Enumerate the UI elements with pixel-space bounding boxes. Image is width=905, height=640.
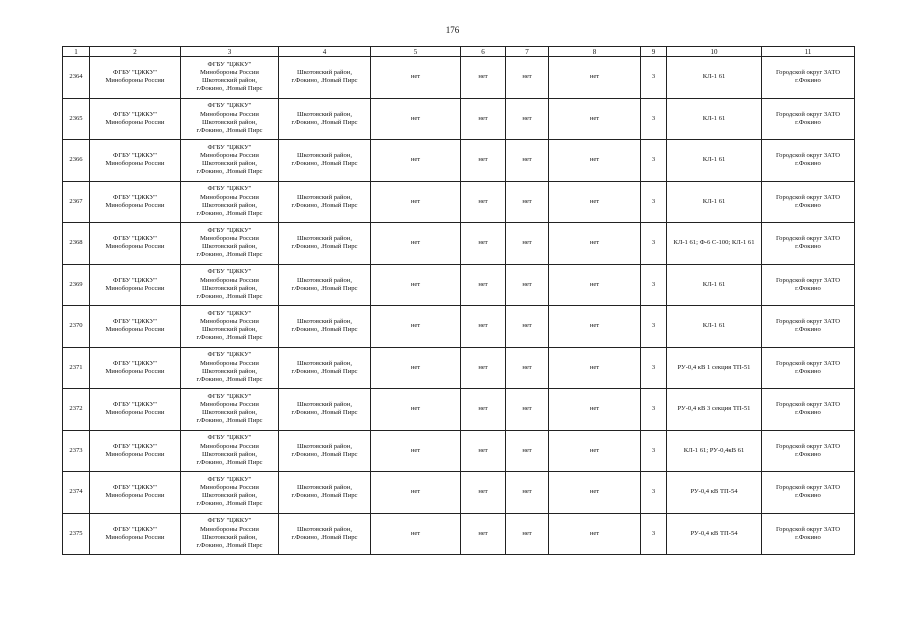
cell-line: Минобороны России xyxy=(200,110,259,118)
cell-line: г.Фокино, .Новый Пирс xyxy=(196,168,263,176)
cell-line: г.Фокино, .Новый Пирс xyxy=(291,284,358,292)
header-cell: 1 xyxy=(63,47,90,57)
col9-cell: 3 xyxy=(641,513,667,555)
cell-line: г.Фокино, .Новый Пирс xyxy=(196,458,263,466)
col7-cell: нет xyxy=(506,140,549,182)
col8-cell: нет xyxy=(549,347,641,389)
header-row xyxy=(63,47,855,57)
municipality-cell: Городской округ ЗАТО г.Фокино xyxy=(762,98,855,140)
feeder-cell: КЛ-1 61; РУ-0,4кВ 61 xyxy=(667,430,762,472)
table-row xyxy=(63,389,855,431)
cell-line: Шкотовский район, xyxy=(202,409,257,417)
cell-line: Шкотовский район, xyxy=(297,110,352,118)
col7-cell: нет xyxy=(506,57,549,99)
col5-cell: нет xyxy=(371,264,461,306)
col8-cell: нет xyxy=(549,430,641,472)
cell-line: Шкотовский район, xyxy=(202,77,257,85)
cell-line: Минобороны России xyxy=(200,276,259,284)
address-cell xyxy=(279,140,371,182)
cell-line: г.Фокино, .Новый Пирс xyxy=(196,375,263,383)
row-number: 2369 xyxy=(63,264,90,306)
row-number: 2365 xyxy=(63,98,90,140)
row-number: 2371 xyxy=(63,347,90,389)
cell-line: Шкотовский район, xyxy=(297,193,352,201)
col9-cell: 3 xyxy=(641,140,667,182)
cell-line: ФГБУ "ЦЖКУ" xyxy=(113,69,157,77)
owner-address-cell xyxy=(181,513,279,555)
col5-cell: нет xyxy=(371,430,461,472)
col6-cell: нет xyxy=(461,430,506,472)
cell-line: Минобороны России xyxy=(105,409,165,417)
cell-line: ФГБУ "ЦЖКУ" xyxy=(207,60,252,68)
address-cell xyxy=(279,347,371,389)
cell-line: ФГБУ "ЦЖКУ" xyxy=(207,268,252,276)
col6-cell: нет xyxy=(461,181,506,223)
row-number: 2370 xyxy=(63,306,90,348)
col8-cell: нет xyxy=(549,98,641,140)
cell-line: г.Фокино, .Новый Пирс xyxy=(291,118,358,126)
cell-line: Минобороны России xyxy=(105,492,165,500)
address-cell xyxy=(279,98,371,140)
cell-line: Минобороны России xyxy=(200,525,259,533)
cell-line: ФГБУ "ЦЖКУ" xyxy=(207,351,252,359)
cell-line: ФГБУ "ЦЖКУ" xyxy=(113,276,157,284)
owner-address-cell xyxy=(181,472,279,514)
col5-cell: нет xyxy=(371,181,461,223)
owner-cell xyxy=(90,181,181,223)
municipality-cell: Городской округ ЗАТО г.Фокино xyxy=(762,140,855,182)
cell-line: г.Фокино, .Новый Пирс xyxy=(196,251,263,259)
header-cell: 7 xyxy=(506,47,549,57)
owner-address-cell xyxy=(181,98,279,140)
col9-cell: 3 xyxy=(641,389,667,431)
cell-line: ФГБУ "ЦЖКУ" xyxy=(113,525,157,533)
cell-line: Шкотовский район, xyxy=(202,367,257,375)
feeder-cell: РУ-0,4 кВ 3 секция ТП-51 xyxy=(667,389,762,431)
row-number: 2366 xyxy=(63,140,90,182)
cell-line: Шкотовский район, xyxy=(297,152,352,160)
col6-cell: нет xyxy=(461,472,506,514)
cell-line: ФГБУ "ЦЖКУ" xyxy=(113,484,157,492)
col5-cell: нет xyxy=(371,472,461,514)
header-cell: 5 xyxy=(371,47,461,57)
row-number: 2368 xyxy=(63,223,90,265)
feeder-cell: КЛ-1 61; Ф-6 С-100; КЛ-1 61 xyxy=(667,223,762,265)
table-body xyxy=(63,57,855,555)
cell-line: Шкотовский район, xyxy=(297,525,352,533)
cell-line: Минобороны России xyxy=(200,193,259,201)
municipality-cell: Городской округ ЗАТО г.Фокино xyxy=(762,264,855,306)
municipality-cell: Городской округ ЗАТО г.Фокино xyxy=(762,223,855,265)
cell-line: Шкотовский район, xyxy=(202,201,257,209)
address-cell xyxy=(279,306,371,348)
col9-cell: 3 xyxy=(641,223,667,265)
col7-cell: нет xyxy=(506,264,549,306)
table-row xyxy=(63,181,855,223)
col9-cell: 3 xyxy=(641,472,667,514)
col9-cell: 3 xyxy=(641,306,667,348)
owner-address-cell xyxy=(181,181,279,223)
col8-cell: нет xyxy=(549,472,641,514)
owner-cell xyxy=(90,57,181,99)
address-cell xyxy=(279,223,371,265)
col7-cell: нет xyxy=(506,513,549,555)
cell-line: Шкотовский район, xyxy=(297,276,352,284)
cell-line: г.Фокино, .Новый Пирс xyxy=(196,417,263,425)
owner-address-cell xyxy=(181,306,279,348)
cell-line: ФГБУ "ЦЖКУ" xyxy=(207,517,252,525)
cell-line: Шкотовский район, xyxy=(297,442,352,450)
cell-line: г.Фокино, .Новый Пирс xyxy=(196,334,263,342)
col9-cell: 3 xyxy=(641,264,667,306)
address-cell xyxy=(279,513,371,555)
cell-line: ФГБУ "ЦЖКУ" xyxy=(113,359,157,367)
cell-line: ФГБУ "ЦЖКУ" xyxy=(113,152,157,160)
col6-cell: нет xyxy=(461,264,506,306)
cell-line: г.Фокино, .Новый Пирс xyxy=(291,326,358,334)
cell-line: ФГБУ "ЦЖКУ" xyxy=(113,235,157,243)
cell-line: Минобороны России xyxy=(105,367,165,375)
row-number: 2375 xyxy=(63,513,90,555)
page-number: 176 xyxy=(445,25,460,35)
cell-line: г.Фокино, .Новый Пирс xyxy=(291,492,358,500)
col8-cell: нет xyxy=(549,223,641,265)
owner-address-cell xyxy=(181,264,279,306)
cell-line: ФГБУ "ЦЖКУ" xyxy=(207,309,252,317)
cell-line: Минобороны России xyxy=(200,359,259,367)
address-cell xyxy=(279,181,371,223)
cell-line: г.Фокино, .Новый Пирс xyxy=(196,292,263,300)
row-number: 2372 xyxy=(63,389,90,431)
col8-cell: нет xyxy=(549,181,641,223)
cell-line: Минобороны России xyxy=(105,243,165,251)
col9-cell: 3 xyxy=(641,181,667,223)
owner-cell xyxy=(90,98,181,140)
table-row xyxy=(63,513,855,555)
cell-line: г.Фокино, .Новый Пирс xyxy=(196,209,263,217)
col9-cell: 3 xyxy=(641,98,667,140)
cell-line: Шкотовский район, xyxy=(202,118,257,126)
feeder-cell: КЛ-1 61 xyxy=(667,57,762,99)
cell-line: ФГБУ "ЦЖКУ" xyxy=(207,143,252,151)
owner-cell xyxy=(90,347,181,389)
col6-cell: нет xyxy=(461,98,506,140)
col6-cell: нет xyxy=(461,347,506,389)
owner-cell xyxy=(90,430,181,472)
cell-line: Минобороны России xyxy=(105,160,165,168)
cell-line: ФГБУ "ЦЖКУ" xyxy=(207,185,252,193)
col5-cell: нет xyxy=(371,513,461,555)
cell-line: Минобороны России xyxy=(105,533,165,541)
cell-line: ФГБУ "ЦЖКУ" xyxy=(207,102,252,110)
header-cell: 6 xyxy=(461,47,506,57)
owner-address-cell xyxy=(181,389,279,431)
registry-table xyxy=(62,46,855,555)
cell-line: Шкотовский район, xyxy=(297,69,352,77)
cell-line: г.Фокино, .Новый Пирс xyxy=(196,126,263,134)
col5-cell: нет xyxy=(371,306,461,348)
col8-cell: нет xyxy=(549,306,641,348)
municipality-cell: Городской округ ЗАТО г.Фокино xyxy=(762,430,855,472)
cell-line: г.Фокино, .Новый Пирс xyxy=(196,500,263,508)
cell-line: г.Фокино, .Новый Пирс xyxy=(291,160,358,168)
cell-line: Шкотовский район, xyxy=(202,284,257,292)
cell-line: ФГБУ "ЦЖКУ" xyxy=(207,392,252,400)
cell-line: ФГБУ "ЦЖКУ" xyxy=(207,475,252,483)
cell-line: Минобороны России xyxy=(105,201,165,209)
cell-line: Минобороны России xyxy=(200,401,259,409)
feeder-cell: КЛ-1 61 xyxy=(667,306,762,348)
owner-address-cell xyxy=(181,430,279,472)
table-row xyxy=(63,98,855,140)
cell-line: г.Фокино, .Новый Пирс xyxy=(291,77,358,85)
cell-line: Шкотовский район, xyxy=(202,450,257,458)
col6-cell: нет xyxy=(461,140,506,182)
owner-address-cell xyxy=(181,223,279,265)
cell-line: Минобороны России xyxy=(200,318,259,326)
feeder-cell: РУ-0,4 кВ ТП-54 xyxy=(667,513,762,555)
feeder-cell: РУ-0,4 кВ ТП-54 xyxy=(667,472,762,514)
col5-cell: нет xyxy=(371,223,461,265)
feeder-cell: КЛ-1 61 xyxy=(667,181,762,223)
address-cell xyxy=(279,389,371,431)
owner-cell xyxy=(90,306,181,348)
cell-line: Минобороны России xyxy=(200,152,259,160)
cell-line: Шкотовский район, xyxy=(202,492,257,500)
cell-line: ФГБУ "ЦЖКУ" xyxy=(113,401,157,409)
cell-line: ФГБУ "ЦЖКУ" xyxy=(113,318,157,326)
header-cell: 2 xyxy=(90,47,181,57)
col9-cell: 3 xyxy=(641,430,667,472)
cell-line: г.Фокино, .Новый Пирс xyxy=(291,409,358,417)
header-cell: 4 xyxy=(279,47,371,57)
table-row xyxy=(63,140,855,182)
municipality-cell: Городской округ ЗАТО г.Фокино xyxy=(762,181,855,223)
cell-line: Шкотовский район, xyxy=(202,533,257,541)
cell-line: ФГБУ "ЦЖКУ" xyxy=(113,110,157,118)
cell-line: Шкотовский район, xyxy=(297,318,352,326)
cell-line: Минобороны России xyxy=(200,69,259,77)
municipality-cell: Городской округ ЗАТО г.Фокино xyxy=(762,57,855,99)
feeder-cell: КЛ-1 61 xyxy=(667,140,762,182)
header-cell: 9 xyxy=(641,47,667,57)
feeder-cell: КЛ-1 61 xyxy=(667,264,762,306)
cell-line: ФГБУ "ЦЖКУ" xyxy=(207,226,252,234)
header-cell: 11 xyxy=(762,47,855,57)
table-row xyxy=(63,347,855,389)
cell-line: Шкотовский район, xyxy=(297,484,352,492)
owner-cell xyxy=(90,223,181,265)
col5-cell: нет xyxy=(371,140,461,182)
cell-line: г.Фокино, .Новый Пирс xyxy=(196,85,263,93)
feeder-cell: КЛ-1 61 xyxy=(667,98,762,140)
table-row xyxy=(63,430,855,472)
header-cell: 3 xyxy=(181,47,279,57)
row-number: 2364 xyxy=(63,57,90,99)
col5-cell: нет xyxy=(371,98,461,140)
cell-line: Шкотовский район, xyxy=(202,326,257,334)
cell-line: Минобороны России xyxy=(200,442,259,450)
owner-cell xyxy=(90,389,181,431)
cell-line: Минобороны России xyxy=(105,450,165,458)
cell-line: Минобороны России xyxy=(200,235,259,243)
address-cell xyxy=(279,430,371,472)
municipality-cell: Городской округ ЗАТО г.Фокино xyxy=(762,347,855,389)
col7-cell: нет xyxy=(506,430,549,472)
col6-cell: нет xyxy=(461,223,506,265)
municipality-cell: Городской округ ЗАТО г.Фокино xyxy=(762,306,855,348)
col8-cell: нет xyxy=(549,513,641,555)
cell-line: г.Фокино, .Новый Пирс xyxy=(196,541,263,549)
header-cell: 10 xyxy=(667,47,762,57)
col8-cell: нет xyxy=(549,57,641,99)
cell-line: Минобороны России xyxy=(105,118,165,126)
col6-cell: нет xyxy=(461,389,506,431)
cell-line: Минобороны России xyxy=(200,484,259,492)
cell-line: г.Фокино, .Новый Пирс xyxy=(291,533,358,541)
municipality-cell: Городской округ ЗАТО г.Фокино xyxy=(762,472,855,514)
cell-line: Минобороны России xyxy=(105,326,165,334)
col8-cell: нет xyxy=(549,389,641,431)
address-cell xyxy=(279,57,371,99)
cell-line: Шкотовский район, xyxy=(297,235,352,243)
col7-cell: нет xyxy=(506,389,549,431)
row-number: 2367 xyxy=(63,181,90,223)
row-number: 2374 xyxy=(63,472,90,514)
table-row xyxy=(63,223,855,265)
cell-line: ФГБУ "ЦЖКУ" xyxy=(113,442,157,450)
owner-address-cell xyxy=(181,347,279,389)
owner-address-cell xyxy=(181,57,279,99)
table-row xyxy=(63,306,855,348)
cell-line: Минобороны России xyxy=(105,77,165,85)
col9-cell: 3 xyxy=(641,57,667,99)
cell-line: г.Фокино, .Новый Пирс xyxy=(291,201,358,209)
col5-cell: нет xyxy=(371,57,461,99)
owner-cell xyxy=(90,472,181,514)
owner-cell xyxy=(90,264,181,306)
col7-cell: нет xyxy=(506,306,549,348)
col5-cell: нет xyxy=(371,347,461,389)
col7-cell: нет xyxy=(506,472,549,514)
address-cell xyxy=(279,264,371,306)
col7-cell: нет xyxy=(506,181,549,223)
owner-cell xyxy=(90,513,181,555)
table-row xyxy=(63,264,855,306)
feeder-cell: РУ-0,4 кВ 1 секция ТП-51 xyxy=(667,347,762,389)
col6-cell: нет xyxy=(461,57,506,99)
col8-cell: нет xyxy=(549,140,641,182)
cell-line: Шкотовский район, xyxy=(297,401,352,409)
cell-line: Шкотовский район, xyxy=(202,160,257,168)
table-row xyxy=(63,472,855,514)
header-cell: 8 xyxy=(549,47,641,57)
cell-line: г.Фокино, .Новый Пирс xyxy=(291,450,358,458)
table-row xyxy=(63,57,855,99)
address-cell xyxy=(279,472,371,514)
cell-line: ФГБУ "ЦЖКУ" xyxy=(207,434,252,442)
col5-cell: нет xyxy=(371,389,461,431)
col7-cell: нет xyxy=(506,347,549,389)
cell-line: Минобороны России xyxy=(105,284,165,292)
cell-line: г.Фокино, .Новый Пирс xyxy=(291,243,358,251)
owner-cell xyxy=(90,140,181,182)
municipality-cell: Городской округ ЗАТО г.Фокино xyxy=(762,389,855,431)
cell-line: ФГБУ "ЦЖКУ" xyxy=(113,193,157,201)
col9-cell: 3 xyxy=(641,347,667,389)
owner-address-cell xyxy=(181,140,279,182)
col8-cell: нет xyxy=(549,264,641,306)
cell-line: Шкотовский район, xyxy=(202,243,257,251)
col6-cell: нет xyxy=(461,306,506,348)
col7-cell: нет xyxy=(506,223,549,265)
col6-cell: нет xyxy=(461,513,506,555)
municipality-cell: Городской округ ЗАТО г.Фокино xyxy=(762,513,855,555)
cell-line: г.Фокино, .Новый Пирс xyxy=(291,367,358,375)
col7-cell: нет xyxy=(506,98,549,140)
row-number: 2373 xyxy=(63,430,90,472)
cell-line: Шкотовский район, xyxy=(297,359,352,367)
